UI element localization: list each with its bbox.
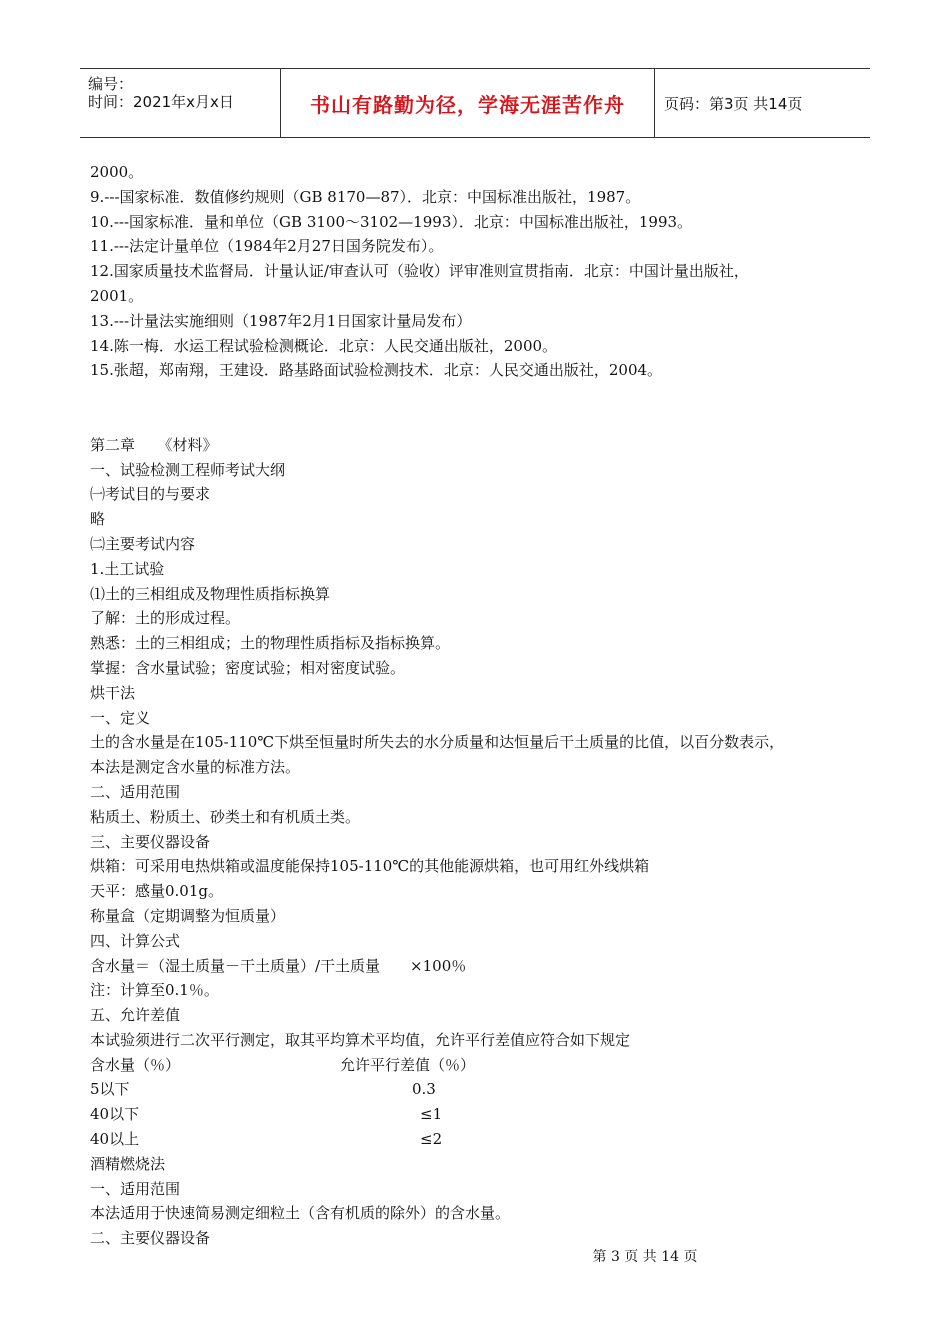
page-footer: [0, 1246, 950, 1266]
text-line: 1.土工试验: [90, 559, 165, 578]
text-line: 略: [90, 510, 106, 529]
reference-item: 10.---国家标准．量和单位（GB 3100～3102—1993）．北京：中国标准出版社，1993。: [90, 212, 693, 231]
section-heading: 四、计算公式: [90, 931, 181, 950]
table-cell: 0.3: [412, 1080, 436, 1099]
text-line: 烘箱：可采用电热烘箱或温度能保持105-110℃的其他能源烘箱，也可用红外线烘箱: [90, 857, 650, 876]
reference-item: 13.---计量法实施细则（1987年2月1日国家计量局发布）: [90, 311, 472, 330]
text-line: 土的含水量是在105-110℃下烘至恒量时所失去的水分质量和达恒量后干土质量的比值，以百分数表示，: [90, 733, 785, 752]
header-page-info: 页码：第3页 共14页: [664, 94, 803, 113]
reference-item: 15.张超，郑南翔，王建设．路基路面试验检测技术．北京：人民交通出版社，2004。: [90, 361, 663, 380]
section-heading: 一、适用范围: [90, 1179, 181, 1198]
text-line: 天平：感量0.01g。: [90, 882, 224, 901]
table-header-cell: 允许平行差值（％）: [340, 1055, 476, 1074]
table-cell: ≤2: [420, 1130, 443, 1149]
text-line: 称量盒（定期调整为恒质量）: [90, 906, 286, 925]
method-heading: 酒精燃烧法: [90, 1154, 166, 1173]
text-line: 了解：土的形成过程。: [90, 609, 241, 628]
footer-page-number: 第 3 页 共 14 页: [592, 1249, 698, 1265]
number-label: 编号：: [88, 75, 134, 93]
section-heading: 一、试验检测工程师考试大纲: [90, 460, 286, 479]
chapter-heading: 第二章 《材料》: [90, 435, 218, 454]
text-line: ⑴土的三相组成及物理性质指标换算: [90, 584, 331, 603]
section-heading: 五、允许差值: [90, 1006, 181, 1025]
text-line: 注：计算至0.1％。: [90, 981, 219, 1000]
table-row: [90, 1127, 870, 1152]
table-cell: ≤1: [420, 1105, 443, 1124]
formula-line: 含水量＝（湿土质量－干土质量）/干土质量 ×100％: [90, 956, 467, 975]
table-header-cell: 含水量（％）: [90, 1055, 181, 1074]
table-cell: 5以下: [90, 1080, 130, 1099]
reference-item: 12.国家质量技术监督局．计量认证/审查认可（验收）评审准则宣贯指南．北京：中国计量出版社，: [90, 262, 749, 281]
text-line: 熟悉：土的三相组成；土的物理性质指标及指标换算。: [90, 634, 451, 653]
time-label: 时间：2021年x月x日: [88, 93, 234, 111]
reference-item: 11.---法定计量单位（1984年2月27日国务院发布）。: [90, 237, 444, 256]
table-header-row: [90, 1053, 870, 1078]
text-line: 本法是测定含水量的标准方法。: [90, 758, 301, 777]
subsection-heading: ㈠考试目的与要求: [90, 485, 211, 504]
subsection-heading: ㈡主要考试内容: [90, 534, 196, 553]
page-header: [80, 68, 870, 138]
section-heading: 二、主要仪器设备: [90, 1229, 211, 1248]
section-heading: 二、适用范围: [90, 782, 181, 801]
text-line: 2001。: [90, 286, 144, 305]
section-heading: 一、定义: [90, 708, 151, 727]
table-row: [90, 1077, 870, 1102]
blank-line: [90, 383, 870, 408]
text-line: 2000。: [90, 163, 144, 181]
text-line: 粘质土、粉质土、砂类土和有机质土类。: [90, 807, 361, 826]
header-motto: 书山有路勤为径，学海无涯苦作舟: [310, 92, 625, 117]
blank-line: [90, 408, 870, 433]
method-heading: 烘干法: [90, 683, 136, 702]
section-heading: 三、主要仪器设备: [90, 832, 211, 851]
text-line: 掌握：含水量试验；密度试验；相对密度试验。: [90, 658, 406, 677]
header-divider: [654, 69, 655, 137]
table-cell: 40以下: [90, 1105, 140, 1124]
document-body: [90, 160, 870, 1251]
table-row: [90, 1102, 870, 1127]
header-meta: [80, 69, 280, 137]
text-line: 本法适用于快速简易测定细粒土（含有机质的除外）的含水量。: [90, 1204, 511, 1223]
reference-item: 9.---国家标准．数值修约规则（GB 8170—87）．北京：中国标准出版社，1987。: [90, 187, 641, 206]
text-line: 本试验须进行二次平行测定，取其平均算术平均值，允许平行差值应符合如下规定: [90, 1030, 631, 1049]
table-cell: 40以上: [90, 1130, 140, 1149]
reference-item: 14.陈一梅．水运工程试验检测概论．北京：人民交通出版社，2000。: [90, 336, 558, 355]
